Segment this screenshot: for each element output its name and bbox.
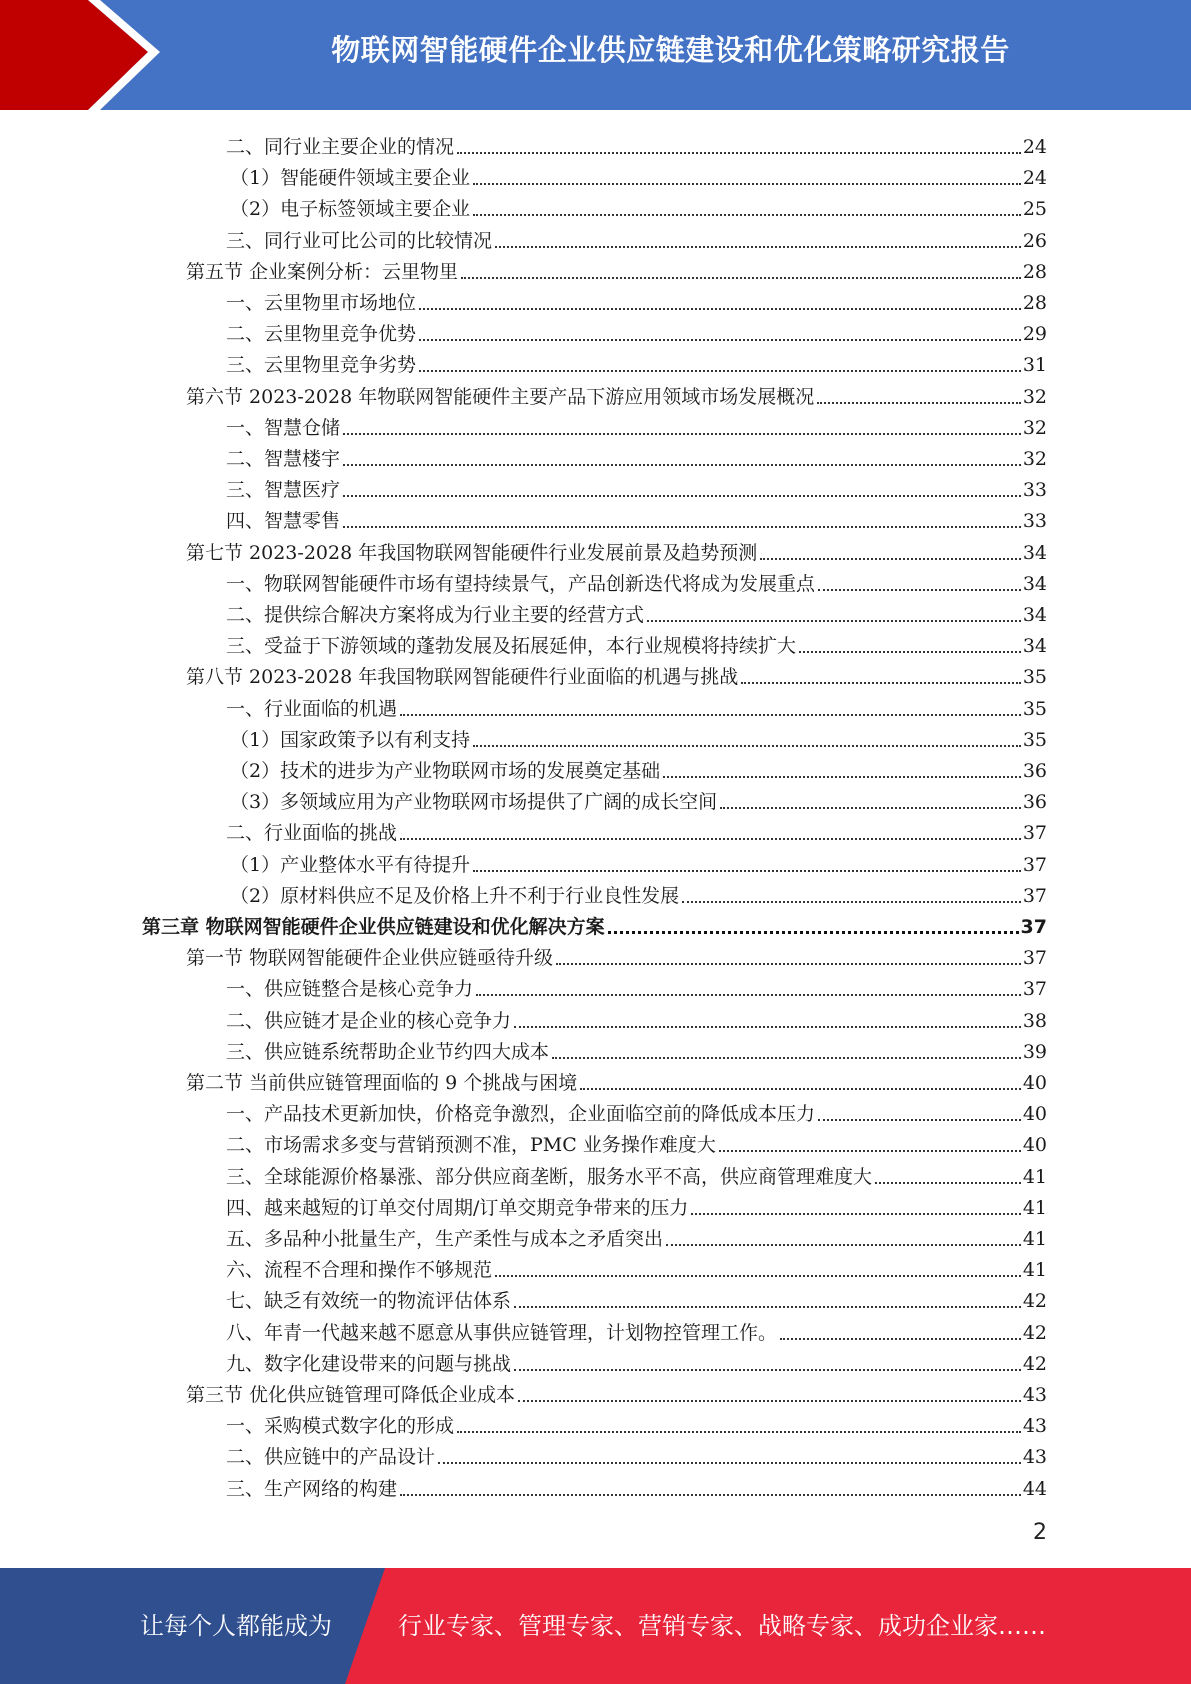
toc-leader-dots (457, 1431, 1021, 1433)
toc-entry-page: 35 (1022, 697, 1047, 720)
footer-slogan-left: 让每个人都能成为 (140, 1612, 332, 1640)
toc-entry-title: 第三节 优化供应链管理可降低企业成本 (186, 1384, 516, 1406)
toc-entry-page: 43 (1022, 1446, 1047, 1469)
toc-entry[interactable] (226, 1095, 1047, 1126)
toc-entry[interactable] (226, 409, 1047, 440)
toc-entry[interactable] (230, 877, 1047, 908)
toc-entry-title: （2）原材料供应不足及价格上升不利于行业良性发展 (230, 884, 680, 907)
toc-entry[interactable] (226, 315, 1047, 346)
toc-entry-page: 36 (1022, 791, 1047, 814)
toc-leader-dots (476, 994, 1021, 996)
toc-entry-page: 32 (1022, 416, 1047, 439)
toc-leader-dots (666, 1244, 1021, 1246)
toc-entry-title: 二、提供综合解决方案将成为行业主要的经营方式 (226, 604, 645, 626)
toc-entry-title: 五、多品种小批量生产，生产柔性与成本之矛盾突出 (226, 1228, 664, 1250)
toc-entry-page: 28 (1022, 292, 1047, 314)
toc-entry-title: 三、生产网络的构建 (226, 1477, 398, 1500)
toc-entry-title: 一、采购模式数字化的形成 (226, 1415, 455, 1438)
page-header (0, 0, 1191, 110)
toc-leader-dots (343, 526, 1021, 528)
toc-entry-title: 三、受益于下游领域的蓬勃发展及拓展延伸，本行业规模将持续扩大 (226, 635, 797, 658)
toc-entry[interactable] (226, 1470, 1047, 1501)
toc-entry-page: 43 (1022, 1415, 1047, 1438)
toc-entry[interactable] (226, 1158, 1047, 1189)
toc-entry-page: 41 (1022, 1165, 1047, 1188)
toc-entry[interactable] (230, 846, 1047, 877)
toc-entry-page: 35 (1022, 728, 1047, 751)
toc-entry-title: 三、云里物里竞争劣势 (226, 354, 417, 377)
toc-entry-title: （2）电子标签领域主要企业 (230, 198, 471, 221)
toc-entry-title: 第八节 2023-2028 年我国物联网智能硬件行业面临的机遇与挑战 (186, 666, 739, 689)
toc-entry[interactable] (226, 1438, 1047, 1469)
toc-entry-title: 一、云里物里市场地位 (226, 292, 417, 314)
toc-leader-dots (461, 277, 1021, 279)
toc-leader-dots (495, 1275, 1021, 1277)
toc-entry[interactable] (142, 908, 1047, 939)
toc-entry-title: 一、物联网智能硬件市场有望持续景气，产品创新迭代将成为发展重点 (226, 572, 816, 595)
toc-entry-page: 42 (1022, 1321, 1047, 1344)
toc-entry-page: 40 (1022, 1134, 1047, 1157)
toc-entry-title: 第二节 当前供应链管理面临的 9 个挑战与困境 (186, 1072, 578, 1094)
toc-leader-dots (552, 1057, 1021, 1059)
toc-entry[interactable] (186, 1064, 1047, 1095)
toc-leader-dots (514, 1369, 1021, 1371)
page-number: 2 (1033, 1520, 1047, 1545)
toc-leader-dots (514, 1026, 1021, 1028)
toc-entry-title: 二、供应链中的产品设计 (226, 1446, 436, 1469)
toc-entry-title: 九、数字化建设带来的问题与挑战 (226, 1352, 512, 1375)
toc-entry[interactable] (226, 690, 1047, 721)
toc-entry[interactable] (186, 378, 1047, 409)
toc-leader-dots (473, 870, 1021, 872)
toc-entry-title: 六、流程不合理和操作不够规范 (226, 1259, 493, 1282)
toc-entry-page: 37 (1022, 978, 1047, 1001)
toc-entry-title: 一、产品技术更新加快，价格竞争激烈，企业面临空前的降低成本压力 (226, 1103, 816, 1126)
toc-entry-page: 39 (1022, 1040, 1047, 1063)
toc-entry[interactable] (226, 565, 1047, 596)
toc-entry[interactable] (226, 1002, 1047, 1033)
toc-entry-title: （1）国家政策予以有利支持 (230, 728, 471, 751)
toc-leader-dots (691, 1213, 1020, 1215)
toc-entry[interactable] (226, 1282, 1047, 1313)
page-footer (0, 1568, 1191, 1684)
toc-entry-page: 33 (1022, 510, 1047, 533)
toc-leader-dots (495, 246, 1021, 248)
toc-entry[interactable] (226, 1033, 1047, 1064)
toc-entry[interactable] (226, 1189, 1047, 1220)
toc-entry-title: （1）产业整体水平有待提升 (230, 853, 471, 876)
toc-entry-title: 二、智慧楼宇 (226, 448, 341, 470)
toc-entry-page: 42 (1022, 1290, 1047, 1313)
toc-entry-title: 三、同行业可比公司的比较情况 (226, 229, 493, 252)
toc-entry[interactable] (230, 752, 1047, 783)
toc-entry-title: 第一节 物联网智能硬件企业供应链亟待升级 (186, 947, 554, 970)
toc-entry[interactable] (226, 627, 1047, 658)
toc-entry-title: 二、同行业主要企业的情况 (226, 136, 455, 158)
toc-entry-page: 24 (1022, 167, 1047, 190)
toc-entry-title: 四、智慧零售 (226, 510, 341, 533)
toc-entry-page: 44 (1022, 1477, 1047, 1500)
toc-entry-page: 24 (1022, 136, 1047, 158)
toc-leader-dots (720, 807, 1021, 809)
toc-entry[interactable] (230, 159, 1047, 190)
toc-leader-dots (343, 464, 1021, 466)
toc-leader-dots (518, 1400, 1021, 1402)
toc-entry-page: 28 (1022, 260, 1047, 283)
toc-entry-page: 34 (1022, 572, 1047, 595)
toc-entry-title: 一、智慧仓储 (226, 416, 341, 439)
toc-entry-page: 41 (1022, 1196, 1047, 1219)
toc-leader-dots (343, 495, 1021, 497)
toc-leader-dots (799, 651, 1021, 653)
toc-entry[interactable] (186, 534, 1047, 565)
toc-entry[interactable] (226, 596, 1047, 627)
toc-entry-title: 一、行业面临的机遇 (226, 697, 398, 720)
toc-entry[interactable] (226, 440, 1047, 471)
toc-leader-dots (400, 714, 1021, 716)
toc-leader-dots (663, 776, 1021, 778)
toc-entry[interactable] (226, 471, 1047, 502)
toc-entry[interactable] (230, 190, 1047, 221)
toc-leader-dots (400, 838, 1021, 840)
toc-entry-page: 38 (1022, 1009, 1047, 1032)
toc-leader-dots (760, 558, 1021, 560)
toc-entry-page: 36 (1022, 760, 1047, 782)
toc-entry[interactable] (226, 970, 1047, 1001)
toc-entry[interactable] (226, 128, 1047, 159)
toc-entry-page: 42 (1022, 1352, 1047, 1375)
toc-entry-page: 40 (1022, 1072, 1047, 1094)
toc-entry-page: 40 (1022, 1103, 1047, 1126)
toc-entry[interactable] (226, 1126, 1047, 1157)
toc-leader-dots (400, 1494, 1021, 1496)
toc-leader-dots (473, 183, 1021, 185)
toc-leader-dots (457, 152, 1021, 154)
toc-entry[interactable] (226, 1345, 1047, 1376)
toc-entry-title: 二、供应链才是企业的核心竞争力 (226, 1009, 512, 1032)
toc-leader-dots (780, 1338, 1021, 1340)
toc-entry-page: 37 (1022, 947, 1047, 970)
toc-entry-page: 37 (1022, 822, 1047, 845)
toc-entry[interactable] (226, 1407, 1047, 1438)
toc-leader-dots (419, 370, 1021, 372)
toc-entry-page: 33 (1022, 479, 1047, 502)
toc-leader-dots (473, 745, 1021, 747)
toc-entry-page: 43 (1022, 1384, 1047, 1406)
toc-entry[interactable] (186, 1376, 1047, 1407)
toc-leader-dots (419, 308, 1021, 310)
toc-entry-title: 第三章 物联网智能硬件企业供应链建设和优化解决方案 (142, 916, 605, 938)
toc-entry-page: 32 (1022, 448, 1047, 470)
toc-entry-page: 35 (1022, 666, 1047, 689)
toc-leader-dots (608, 931, 1019, 934)
toc-entry-title: 一、供应链整合是核心竞争力 (226, 978, 474, 1001)
toc-entry-title: 七、缺乏有效统一的物流评估体系 (226, 1290, 512, 1313)
toc-entry[interactable] (226, 814, 1047, 845)
toc-entry-page: 26 (1022, 229, 1047, 252)
toc-entry-title: 第六节 2023-2028 年物联网智能硬件主要产品下游应用领域市场发展概况 (186, 385, 815, 408)
toc-leader-dots (875, 1182, 1021, 1184)
toc-entry-page: 37 (1020, 916, 1047, 938)
footer-slogan-right: 行业专家、管理专家、营销专家、战略专家、成功企业家…… (398, 1612, 1046, 1640)
toc-entry[interactable] (226, 284, 1047, 315)
toc-leader-dots (719, 1150, 1021, 1152)
toc-entry-title: 二、市场需求多变与营销预测不准，PMC 业务操作难度大 (226, 1134, 716, 1157)
document-title: 物联网智能硬件企业供应链建设和优化策略研究报告 (331, 33, 1010, 67)
toc-entry-title: 四、越来越短的订单交付周期/订单交期竞争带来的压力 (226, 1196, 689, 1219)
toc-entry-page: 41 (1022, 1228, 1047, 1250)
toc-leader-dots (817, 402, 1021, 404)
toc-leader-dots (473, 214, 1021, 216)
toc-leader-dots (343, 433, 1021, 435)
toc-entry-page: 25 (1022, 198, 1047, 221)
toc-entry-title: 第五节 企业案例分析：云里物里 (186, 260, 459, 283)
toc-entry-page: 29 (1022, 323, 1047, 346)
toc-leader-dots (514, 1306, 1021, 1308)
toc-entry[interactable] (226, 502, 1047, 533)
toc-entry[interactable] (186, 658, 1047, 689)
toc-entry-page: 34 (1022, 541, 1047, 564)
toc-entry[interactable] (226, 1220, 1047, 1251)
toc-entry-title: 二、行业面临的挑战 (226, 822, 398, 845)
toc-entry[interactable] (186, 939, 1047, 970)
toc-leader-dots (419, 339, 1021, 341)
toc-entry-page: 34 (1022, 604, 1047, 626)
toc-entry-page: 34 (1022, 635, 1047, 658)
toc-entry-title: 三、全球能源价格暴涨、部分供应商垄断，服务水平不高，供应商管理难度大 (226, 1165, 873, 1188)
toc-entry[interactable] (226, 346, 1047, 377)
toc-leader-dots (741, 682, 1021, 684)
toc-entry[interactable] (230, 721, 1047, 752)
toc-entry[interactable] (186, 253, 1047, 284)
toc-entry-page: 31 (1022, 354, 1047, 377)
toc-leader-dots (818, 1119, 1021, 1121)
toc-entry[interactable] (226, 1251, 1047, 1282)
toc-leader-dots (556, 963, 1021, 965)
toc-entry-title: 二、云里物里竞争优势 (226, 323, 417, 346)
toc-entry-page: 37 (1022, 884, 1047, 907)
toc-leader-dots (438, 1462, 1021, 1464)
toc-leader-dots (818, 589, 1021, 591)
toc-entry-page: 41 (1022, 1259, 1047, 1282)
toc-leader-dots (580, 1088, 1021, 1090)
toc-entry[interactable] (226, 222, 1047, 253)
toc-entry[interactable] (230, 783, 1047, 814)
toc-entry-title: （1）智能硬件领域主要企业 (230, 167, 471, 190)
toc-entry-title: 三、智慧医疗 (226, 479, 341, 502)
toc-entry-page: 37 (1022, 853, 1047, 876)
toc-entry-page: 32 (1022, 385, 1047, 408)
toc-entry-title: 三、供应链系统帮助企业节约四大成本 (226, 1040, 550, 1063)
toc-entry-title: 八、年青一代越来越不愿意从事供应链管理，计划物控管理工作。 (226, 1321, 778, 1344)
toc-leader-dots (647, 620, 1021, 622)
toc-entry-title: （3）多领域应用为产业物联网市场提供了广阔的成长空间 (230, 791, 718, 814)
toc-entry[interactable] (226, 1314, 1047, 1345)
toc-leader-dots (682, 901, 1021, 903)
toc-entry-title: （2）技术的进步为产业物联网市场的发展奠定基础 (230, 760, 661, 782)
toc-entry-title: 第七节 2023-2028 年我国物联网智能硬件行业发展前景及趋势预测 (186, 541, 758, 564)
